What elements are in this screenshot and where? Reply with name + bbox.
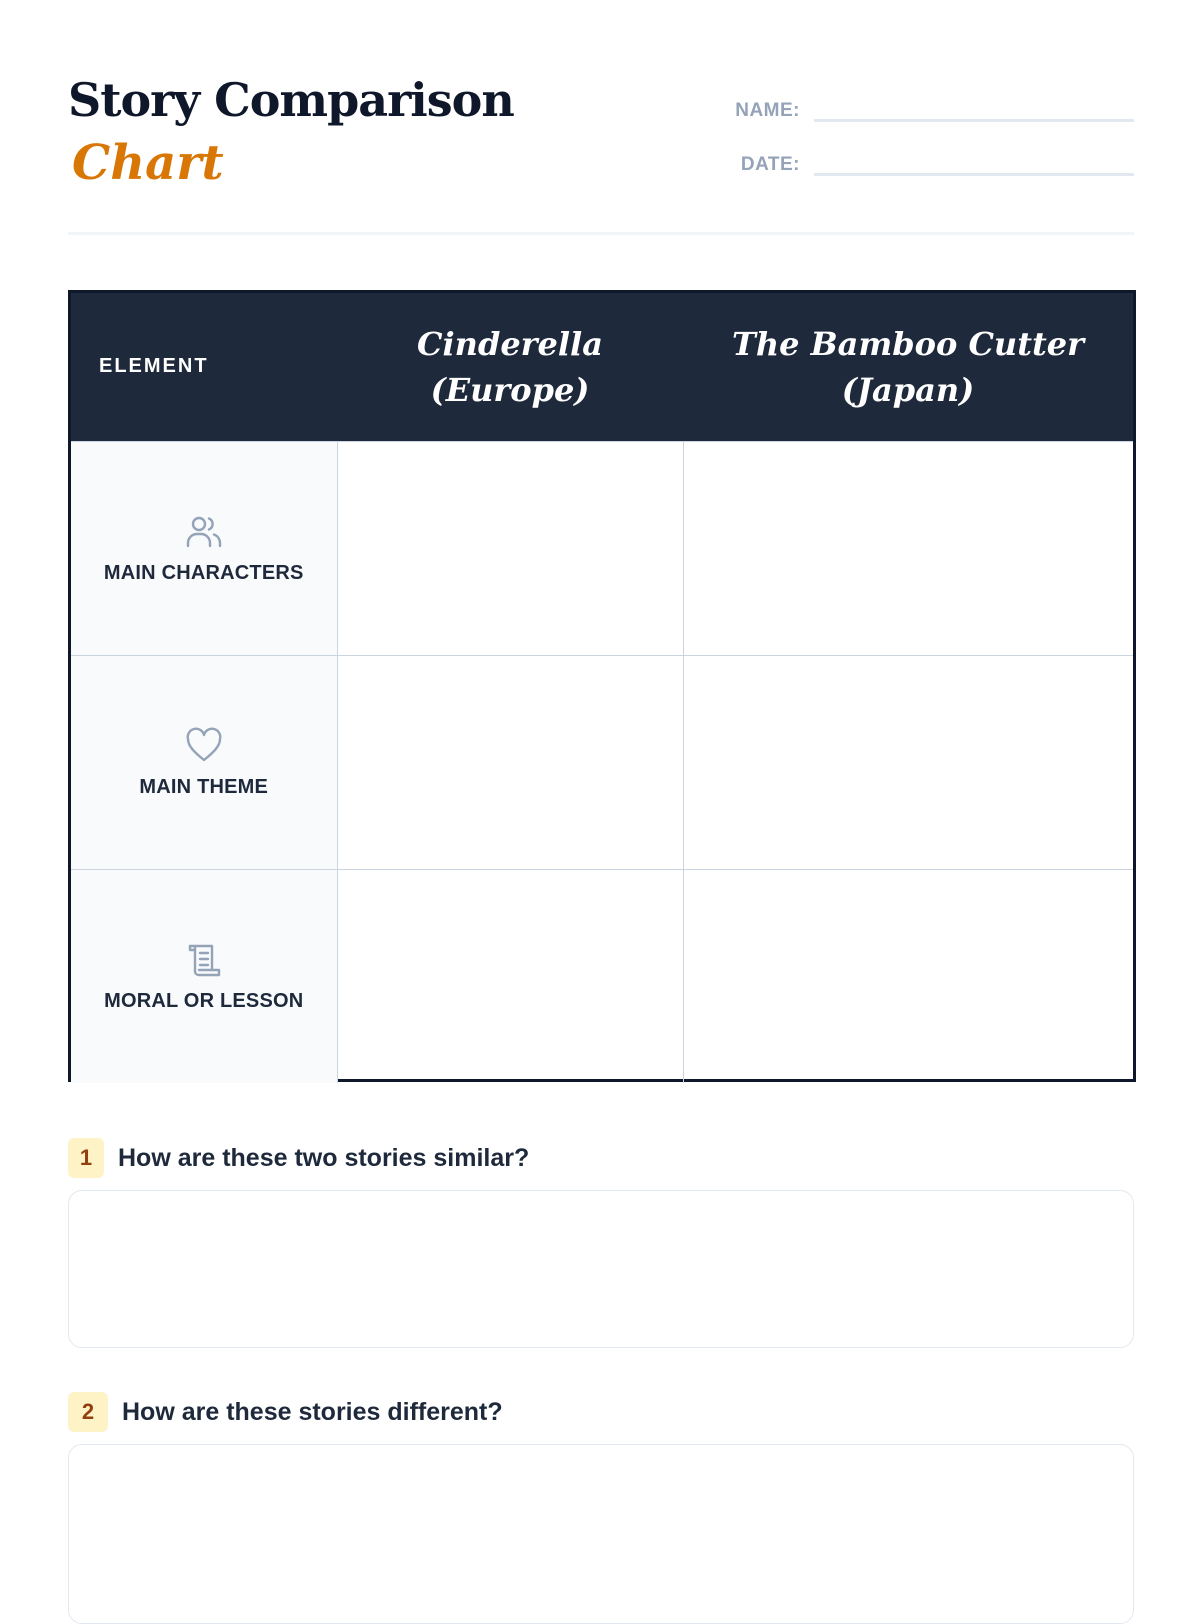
answer-cell-bamboo-moral[interactable] <box>683 869 1133 1083</box>
element-cell <box>71 869 337 1083</box>
heart-icon <box>184 726 224 766</box>
name-label: NAME: <box>735 100 800 121</box>
title-main: Story Comparison <box>68 73 514 127</box>
element-cell <box>71 655 337 869</box>
story-origin: (Europe) <box>430 370 590 409</box>
question-text: How are these stories different? <box>122 1397 503 1426</box>
date-label: DATE: <box>740 154 800 175</box>
answer-cell-bamboo-characters[interactable] <box>683 441 1133 655</box>
answer-cell-cinderella-moral[interactable] <box>337 869 683 1083</box>
date-field-row <box>741 154 1134 176</box>
answer-box-different[interactable] <box>68 1444 1134 1624</box>
title-accent: Chart <box>72 135 224 191</box>
date-input-line[interactable] <box>814 173 1134 176</box>
question-number-badge: 1 <box>68 1138 104 1178</box>
story-title: Cinderella <box>417 324 603 363</box>
table-header-row <box>71 293 1133 441</box>
answer-cell-bamboo-theme[interactable] <box>683 655 1133 869</box>
question-2 <box>68 1392 503 1432</box>
story-title: The Bamboo Cutter <box>732 324 1084 363</box>
users-icon <box>184 512 224 552</box>
element-column-header: ELEMENT <box>99 355 209 378</box>
element-label: MORAL OR LESSON <box>104 989 304 1012</box>
element-label: MAIN CHARACTERS <box>103 561 304 584</box>
question-1 <box>68 1138 529 1178</box>
name-input-line[interactable] <box>814 119 1134 122</box>
story-origin: (Japan) <box>841 370 975 409</box>
question-text: How are these two stories similar? <box>118 1143 530 1172</box>
table-row-main-characters <box>71 441 1133 655</box>
element-cell <box>71 441 337 655</box>
answer-box-similar[interactable] <box>68 1190 1134 1348</box>
worksheet-header <box>68 66 1134 196</box>
answer-cell-cinderella-theme[interactable] <box>337 655 683 869</box>
table-row-main-theme <box>71 655 1133 869</box>
comparison-table <box>68 290 1136 1082</box>
story-header-cinderella <box>337 293 683 441</box>
name-field-row <box>735 100 1134 122</box>
story-header-bamboo-cutter <box>683 293 1133 441</box>
element-label: MAIN THEME <box>139 775 269 798</box>
header-divider <box>68 232 1134 235</box>
question-number-badge: 2 <box>68 1392 108 1432</box>
scroll-icon <box>184 940 224 980</box>
table-row-moral-or-lesson <box>71 869 1133 1083</box>
answer-cell-cinderella-characters[interactable] <box>337 441 683 655</box>
